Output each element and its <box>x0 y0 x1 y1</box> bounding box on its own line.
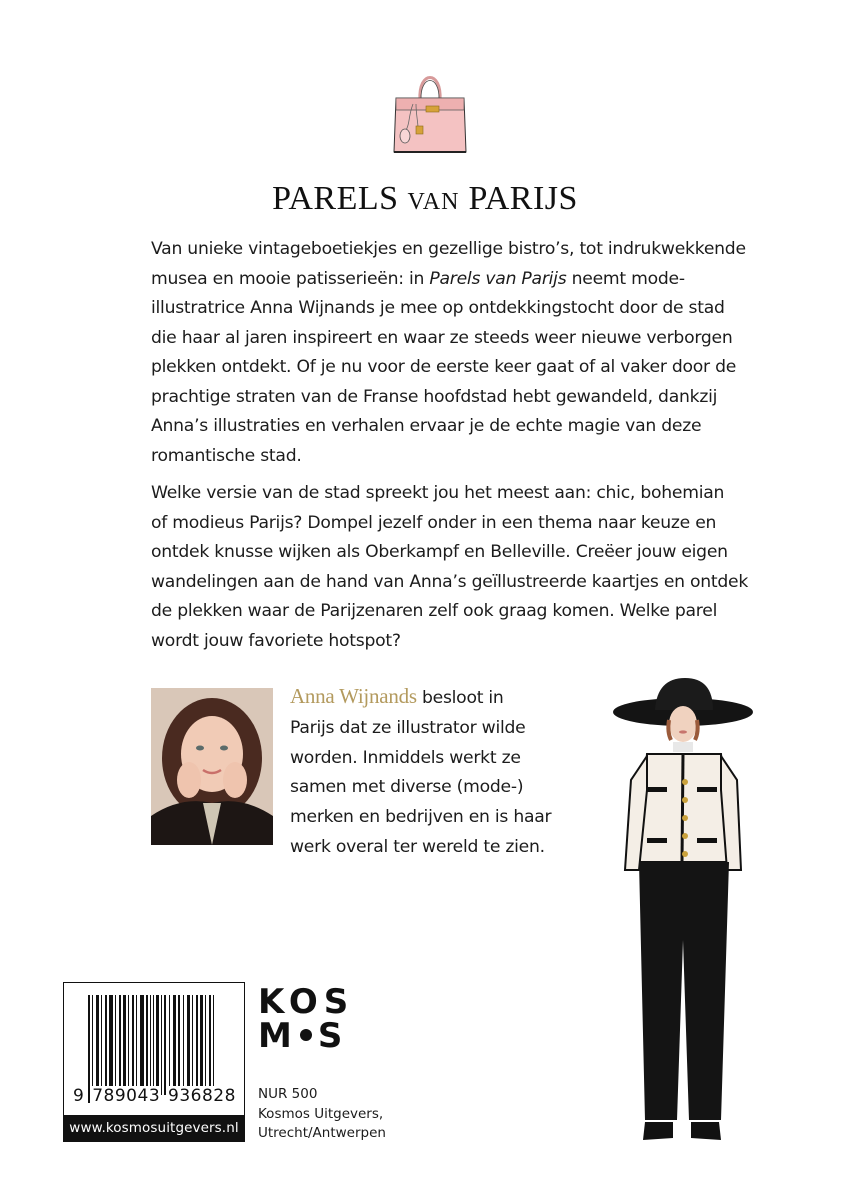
publisher-location: Utrecht/Antwerpen <box>258 1125 386 1141</box>
title-part-parels: PARELS <box>272 180 408 217</box>
text-segment: besloot in <box>416 688 504 708</box>
text-line: merken en bedrijven en is haar <box>290 807 552 828</box>
kosmos-logo <box>258 982 355 1056</box>
fashion-figure-illustration <box>585 670 775 1150</box>
logo-dot-icon <box>300 1029 312 1041</box>
title-part-parijs: PARIJS <box>459 180 578 217</box>
logo-row-2 <box>258 1016 353 1056</box>
text-line: wordt jouw favoriete hotspot? <box>151 630 401 651</box>
author-bio <box>290 682 590 863</box>
text-line: worden. Inmiddels werkt ze <box>290 747 521 768</box>
text-line: werk overal ter wereld te zien. <box>290 836 545 857</box>
title-part-van: VAN <box>407 189 460 215</box>
text-line: samen met diverse (mode-) <box>290 777 524 798</box>
description-paragraph-2 <box>151 479 749 656</box>
author-name: Anna Wijnands <box>290 684 417 708</box>
isbn-prefix: 9 <box>73 1086 85 1106</box>
pink-handbag-illustration <box>388 62 472 158</box>
text-line: Welke versie van de stad spreekt jou het meest aan: chic, bohemian <box>151 483 725 503</box>
isbn-group-1: 789043 <box>92 1086 161 1106</box>
publisher-info <box>258 1085 386 1144</box>
text-line: ontdek knusse wijken als Oberkampf en Belleville. Creëer jouw eigen <box>151 542 728 562</box>
text-line: romantische stad. <box>151 445 302 466</box>
publisher-url[interactable]: www.kosmosuitgevers.nl <box>64 1115 244 1141</box>
text-line: die haar al jaren inspireert en waar ze steeds weer nieuwe verborgen <box>151 327 733 348</box>
text-line <box>151 265 726 295</box>
text-line: wandelingen aan de hand van Anna’s geïllustreerde kaartjes en ontdek <box>151 571 749 592</box>
isbn-group-2: 936828 <box>168 1086 236 1106</box>
text-line: plekken ontdekt. Of je nu voor de eerste keer gaat of al vaker door de <box>151 357 737 377</box>
nur-code: NUR 500 <box>258 1086 318 1102</box>
book-title <box>0 180 850 218</box>
text-segment: neemt mode- <box>566 268 685 289</box>
text-line: Anna’s illustraties en verhalen ervaar je de echte magie van deze <box>151 416 702 436</box>
publisher-name: Kosmos Uitgevers, <box>258 1105 384 1122</box>
isbn-number <box>72 1086 237 1106</box>
isbn-barcode <box>63 982 245 1142</box>
logo-letter-m: M <box>258 1016 298 1056</box>
logo-row-1: KOS <box>258 982 355 1022</box>
text-line: illustratrice Anna Wijnands je mee op ontdekkingstocht door de stad <box>151 298 725 318</box>
author-portrait-photo <box>151 688 273 845</box>
text-line: de plekken waar de Parijzenaren zelf ook graag komen. Welke parel <box>151 601 718 621</box>
text-line: prachtige straten van de Franse hoofdstad hebt gewandeld, dankzij <box>151 386 718 407</box>
text-line <box>290 682 590 714</box>
text-line: Van unieke vintageboetiekjes en gezellige bistro’s, tot indrukwekkende <box>151 239 746 259</box>
text-line: of modieus Parijs? Dompel jezelf onder in een thema naar keuze en <box>151 512 717 533</box>
description-paragraph-1 <box>151 235 746 471</box>
text-segment: musea en mooie patisserieën: in <box>151 268 430 289</box>
text-line: Parijs dat ze illustrator wilde <box>290 717 526 738</box>
italic-book-title: Parels van Parijs <box>429 268 567 289</box>
logo-letter-s: S <box>317 1016 349 1056</box>
